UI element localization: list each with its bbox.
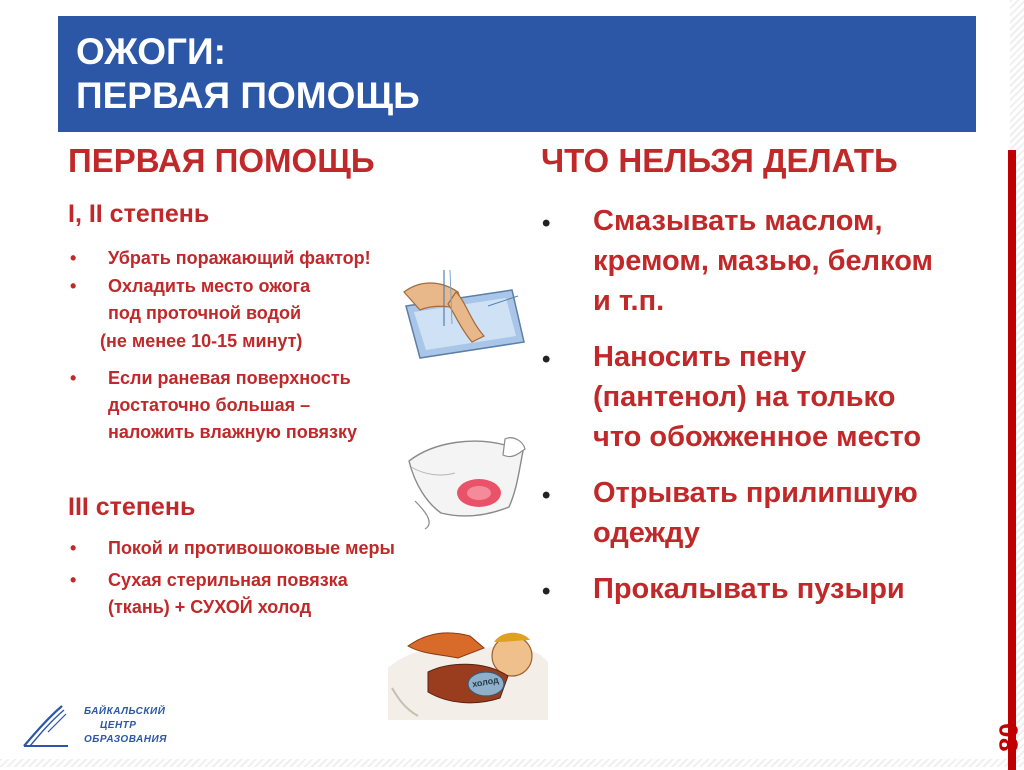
cooling-under-water-illustration — [400, 266, 528, 362]
degree-3-label: III степень — [68, 493, 195, 522]
dont-item: и т.п. — [593, 285, 664, 318]
accent-bar — [1008, 150, 1016, 770]
logo-line-2: ЦЕНТР — [100, 720, 136, 731]
decorative-edge-bottom — [0, 759, 1024, 767]
left-heading: ПЕРВАЯ ПОМОЩЬ — [68, 142, 375, 180]
dont-item: Прокалывать пузыри — [593, 573, 905, 606]
page-number: 80 — [994, 719, 1024, 757]
bullet: • — [70, 368, 76, 389]
logo-mark-icon — [22, 702, 72, 750]
bullet: • — [542, 482, 550, 510]
cold-compress-illustration — [388, 628, 550, 720]
first-aid-item: Убрать поражающий фактор! — [108, 248, 371, 269]
first-aid-item: Сухая стерильная повязка — [108, 570, 348, 591]
bullet: • — [70, 276, 76, 297]
first-aid-item: Покой и противошоковые меры — [108, 538, 395, 559]
bullet: • — [70, 570, 76, 591]
first-aid-item: под проточной водой — [108, 303, 301, 324]
bullet: • — [542, 210, 550, 238]
degree-1-2-label: I, II степень — [68, 200, 209, 229]
bullet: • — [542, 346, 550, 374]
first-aid-item: Если раневая поверхность — [108, 368, 351, 389]
logo-line-3: ОБРАЗОВАНИЯ — [84, 734, 167, 745]
title-line-1: ОЖОГИ: — [76, 30, 226, 74]
first-aid-item: достаточно большая – — [108, 395, 310, 416]
first-aid-item: Охладить место ожога — [108, 276, 310, 297]
first-aid-item: наложить влажную повязку — [108, 422, 426, 443]
first-aid-item: (не менее 10-15 минут) — [100, 331, 302, 352]
bullet: • — [70, 248, 76, 269]
dont-item: что обожженное место — [593, 421, 921, 454]
logo-line-1: БАЙКАЛЬСКИЙ — [84, 706, 165, 717]
title-banner — [58, 16, 976, 132]
dont-item: одежду — [593, 517, 700, 550]
wet-bandage-illustration — [405, 431, 531, 531]
dont-item: Наносить пену — [593, 341, 806, 374]
dont-item: Смазывать маслом, — [593, 205, 883, 238]
right-heading: ЧТО НЕЛЬЗЯ ДЕЛАТЬ — [541, 142, 898, 180]
first-aid-item: (ткань) + СУХОЙ холод — [108, 597, 311, 618]
bullet: • — [70, 538, 76, 559]
baikal-education-center-logo — [22, 700, 182, 750]
bullet: • — [542, 578, 550, 606]
dont-item: Отрывать прилипшую — [593, 477, 918, 510]
cold-pack-label: холод — [471, 675, 499, 689]
title-line-2: ПЕРВАЯ ПОМОЩЬ — [76, 74, 420, 118]
dont-item: (пантенол) на только — [593, 381, 895, 414]
dont-item: кремом, мазью, белком — [593, 245, 933, 278]
